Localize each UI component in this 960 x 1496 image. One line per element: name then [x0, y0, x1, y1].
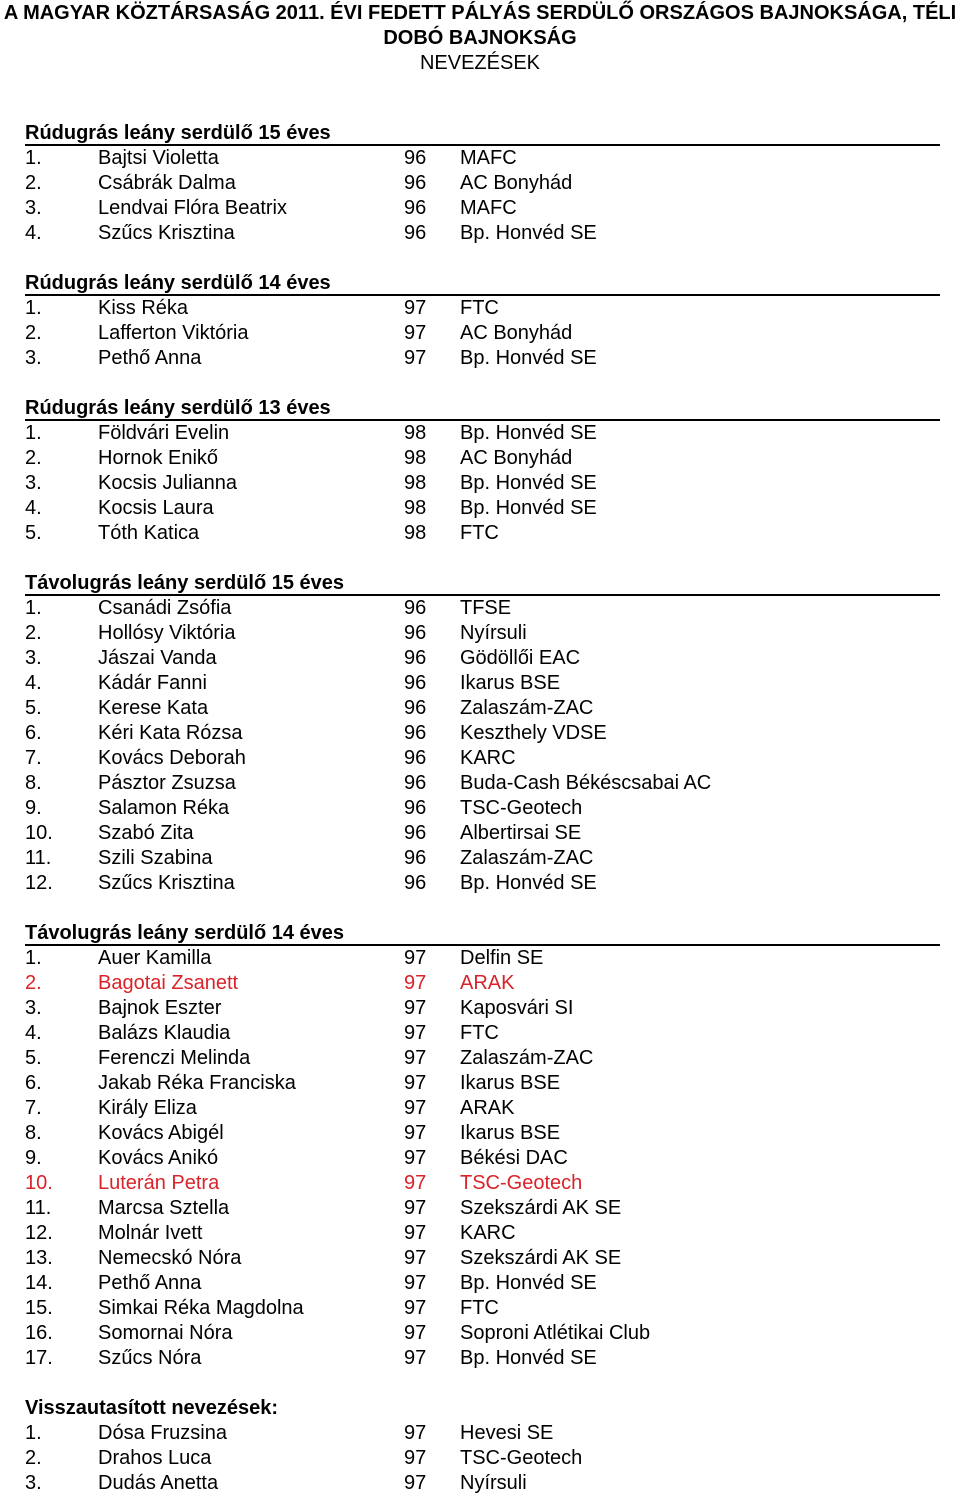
- entry-row: [25, 771, 940, 796]
- birth-year: 96: [404, 847, 427, 869]
- entry-rank: 11.: [25, 847, 52, 869]
- entry-rank: 9.: [25, 1147, 42, 1169]
- athlete-name: Kovács Abigél: [98, 1122, 224, 1144]
- birth-year: 97: [404, 1072, 427, 1094]
- event-section: [25, 921, 940, 1371]
- athlete-name: Somornai Nóra: [98, 1322, 233, 1344]
- birth-year: 97: [404, 322, 427, 344]
- athlete-name: Bagotai Zsanett: [98, 972, 239, 994]
- athlete-name: Drahos Luca: [98, 1447, 212, 1469]
- entry-rank: 4.: [25, 497, 42, 519]
- entry-row: [25, 1221, 940, 1246]
- entry-row: [25, 521, 940, 546]
- birth-year: 96: [404, 647, 427, 669]
- entry-row: [25, 1021, 940, 1046]
- entry-row: [25, 621, 940, 646]
- entry-row: [25, 1471, 940, 1496]
- club-name: Zalaszám-ZAC: [460, 847, 594, 869]
- document-heading-entries: NEVEZÉSEK: [419, 52, 541, 74]
- entries-list: [25, 121, 940, 1496]
- athlete-name: Kéri Kata Rózsa: [98, 722, 243, 744]
- entry-row: [25, 321, 940, 346]
- club-name: Szekszárdi AK SE: [460, 1197, 622, 1219]
- birth-year: 98: [404, 422, 427, 444]
- athlete-name: Szili Szabina: [98, 847, 213, 869]
- birth-year: 97: [404, 347, 427, 369]
- entry-row: [25, 721, 940, 746]
- entry-row: [25, 971, 940, 996]
- entry-rank: 1.: [25, 597, 42, 619]
- club-name: Bp. Honvéd SE: [460, 422, 597, 444]
- entry-row: [25, 996, 940, 1021]
- birth-year: 97: [404, 1022, 427, 1044]
- athlete-name: Lendvai Flóra Beatrix: [98, 197, 287, 219]
- entry-row: [25, 421, 940, 446]
- birth-year: 96: [404, 872, 427, 894]
- entry-rank: 10.: [25, 1172, 53, 1194]
- club-name: Bp. Honvéd SE: [460, 347, 597, 369]
- entry-rank: 4.: [25, 672, 42, 694]
- club-name: Keszthely VDSE: [460, 722, 607, 744]
- entry-rank: 3.: [25, 1472, 42, 1494]
- athlete-name: Bajtsi Violetta: [98, 147, 219, 169]
- club-name: Bp. Honvéd SE: [460, 1347, 597, 1369]
- birth-year: 97: [404, 1347, 427, 1369]
- entry-rank: 2.: [25, 972, 42, 994]
- entry-row: [25, 1196, 940, 1221]
- entry-row: [25, 1046, 940, 1071]
- entry-row: [25, 171, 940, 196]
- entry-rank: 2.: [25, 172, 42, 194]
- birth-year: 97: [404, 947, 427, 969]
- club-name: Ikarus BSE: [460, 1122, 561, 1144]
- birth-year: 97: [404, 1047, 427, 1069]
- entry-row: [25, 346, 940, 371]
- entry-rank: 1.: [25, 147, 42, 169]
- athlete-name: Balázs Klaudia: [98, 1022, 231, 1044]
- athlete-name: Szűcs Krisztina: [98, 872, 235, 894]
- athlete-name: Lafferton Viktória: [98, 322, 249, 344]
- club-name: Bp. Honvéd SE: [460, 472, 597, 494]
- athlete-name: Molnár Ivett: [98, 1222, 203, 1244]
- club-name: Nyírsuli: [460, 622, 527, 644]
- club-name: Bp. Honvéd SE: [460, 1272, 597, 1294]
- entry-rank: 16.: [25, 1322, 53, 1344]
- entry-row: [25, 146, 940, 171]
- birth-year: 98: [404, 447, 427, 469]
- club-name: AC Bonyhád: [460, 447, 573, 469]
- club-name: Soproni Atlétikai Club: [460, 1322, 651, 1344]
- entry-rank: 11.: [25, 1197, 52, 1219]
- birth-year: 97: [404, 1472, 427, 1494]
- section-title: Távolugrás leány serdülő 15 éves: [25, 571, 940, 596]
- athlete-name: Hollósy Viktória: [98, 622, 236, 644]
- section-title: Rúdugrás leány serdülő 14 éves: [25, 271, 940, 296]
- entry-rank: 1.: [25, 947, 42, 969]
- athlete-name: Hornok Enikő: [98, 447, 219, 469]
- athlete-name: Szabó Zita: [98, 822, 194, 844]
- entry-row: [25, 796, 940, 821]
- club-name: Bp. Honvéd SE: [460, 497, 597, 519]
- athlete-name: Kádár Fanni: [98, 672, 207, 694]
- athlete-name: Király Eliza: [98, 1097, 197, 1119]
- club-name: FTC: [460, 297, 499, 319]
- athlete-name: Salamon Réka: [98, 797, 230, 819]
- entry-rank: 1.: [25, 1422, 42, 1444]
- athlete-name: Kovács Deborah: [98, 747, 246, 769]
- entry-rank: 12.: [25, 1222, 53, 1244]
- entry-row: [25, 221, 940, 246]
- athlete-name: Jakab Réka Franciska: [98, 1072, 296, 1094]
- birth-year: 97: [404, 1222, 427, 1244]
- athlete-name: Bajnok Eszter: [98, 997, 222, 1019]
- birth-year: 96: [404, 622, 427, 644]
- club-name: TSC-Geotech: [460, 1172, 583, 1194]
- birth-year: 97: [404, 1422, 427, 1444]
- birth-year: 96: [404, 822, 427, 844]
- entry-row: [25, 1146, 940, 1171]
- athlete-name: Dudás Anetta: [98, 1472, 219, 1494]
- section-title: Rúdugrás leány serdülő 15 éves: [25, 121, 940, 146]
- entry-rank: 12.: [25, 872, 53, 894]
- section-title: Visszautasított nevezések:: [25, 1397, 279, 1419]
- birth-year: 96: [404, 672, 427, 694]
- club-name: TSC-Geotech: [460, 1447, 583, 1469]
- birth-year: 97: [404, 1447, 427, 1469]
- birth-year: 96: [404, 747, 427, 769]
- club-name: FTC: [460, 522, 499, 544]
- club-name: Ikarus BSE: [460, 1072, 561, 1094]
- club-name: AC Bonyhád: [460, 172, 573, 194]
- entry-rank: 2.: [25, 322, 42, 344]
- entry-row: [25, 1246, 940, 1271]
- entry-rank: 2.: [25, 622, 42, 644]
- entry-row: [25, 296, 940, 321]
- entry-row: [25, 496, 940, 521]
- entry-row: [25, 646, 940, 671]
- entry-row: [25, 821, 940, 846]
- athlete-name: Jászai Vanda: [98, 647, 217, 669]
- birth-year: 97: [404, 1322, 427, 1344]
- club-name: MAFC: [460, 197, 517, 219]
- entry-row: [25, 1171, 940, 1196]
- entry-rank: 8.: [25, 772, 42, 794]
- club-name: Gödöllői EAC: [460, 647, 581, 669]
- athlete-name: Pásztor Zsuzsa: [98, 772, 236, 794]
- club-name: Bp. Honvéd SE: [460, 222, 597, 244]
- athlete-name: Kocsis Laura: [98, 497, 214, 519]
- athlete-name: Pethő Anna: [98, 347, 202, 369]
- event-section: [25, 1396, 940, 1496]
- athlete-name: Kerese Kata: [98, 697, 209, 719]
- club-name: AC Bonyhád: [460, 322, 573, 344]
- entry-rank: 7.: [25, 747, 42, 769]
- birth-year: 96: [404, 222, 427, 244]
- birth-year: 97: [404, 1247, 427, 1269]
- birth-year: 97: [404, 1147, 427, 1169]
- section-title: Távolugrás leány serdülő 14 éves: [25, 921, 940, 946]
- club-name: TSC-Geotech: [460, 797, 583, 819]
- entry-row: [25, 1321, 940, 1346]
- entry-rank: 1.: [25, 422, 42, 444]
- entry-row: [25, 1421, 940, 1446]
- birth-year: 97: [404, 997, 427, 1019]
- birth-year: 96: [404, 797, 427, 819]
- entry-rank: 6.: [25, 1072, 42, 1094]
- entry-row: [25, 196, 940, 221]
- birth-year: 96: [404, 722, 427, 744]
- athlete-name: Kocsis Julianna: [98, 472, 237, 494]
- entry-rank: 5.: [25, 1047, 42, 1069]
- entry-rank: 3.: [25, 997, 42, 1019]
- birth-year: 96: [404, 197, 427, 219]
- birth-year: 97: [404, 297, 427, 319]
- entry-rank: 6.: [25, 722, 42, 744]
- entry-row: [25, 596, 940, 621]
- entry-row: [25, 696, 940, 721]
- athlete-name: Marcsa Sztella: [98, 1197, 230, 1219]
- birth-year: 96: [404, 172, 427, 194]
- entry-rank: 3.: [25, 197, 42, 219]
- birth-year: 97: [404, 1172, 427, 1194]
- entry-row: [25, 1071, 940, 1096]
- athlete-name: Kiss Réka: [98, 297, 189, 319]
- club-name: Bp. Honvéd SE: [460, 872, 597, 894]
- athlete-name: Tóth Katica: [98, 522, 200, 544]
- entry-rank: 13.: [25, 1247, 53, 1269]
- entry-rank: 9.: [25, 797, 42, 819]
- entry-row: [25, 446, 940, 471]
- birth-year: 96: [404, 147, 427, 169]
- entry-rank: 10.: [25, 822, 53, 844]
- entry-rank: 2.: [25, 447, 42, 469]
- section-title: Rúdugrás leány serdülő 13 éves: [25, 396, 940, 421]
- entry-row: [25, 1346, 940, 1371]
- entry-row: [25, 871, 940, 896]
- athlete-name: Pethő Anna: [98, 1272, 202, 1294]
- entry-row: [25, 1446, 940, 1471]
- entry-rank: 15.: [25, 1297, 53, 1319]
- club-name: KARC: [460, 747, 516, 769]
- entry-rank: 4.: [25, 222, 42, 244]
- birth-year: 97: [404, 1097, 427, 1119]
- birth-year: 98: [404, 472, 427, 494]
- birth-year: 96: [404, 772, 427, 794]
- event-section: [25, 271, 940, 371]
- club-name: Békési DAC: [460, 1147, 568, 1169]
- entry-rank: 17.: [25, 1347, 53, 1369]
- entry-rank: 5.: [25, 522, 42, 544]
- athlete-name: Földvári Evelin: [98, 422, 230, 444]
- entry-row: [25, 1296, 940, 1321]
- athlete-name: Csanádi Zsófia: [98, 597, 232, 619]
- birth-year: 98: [404, 497, 427, 519]
- entry-row: [25, 1271, 940, 1296]
- event-section: [25, 121, 940, 246]
- athlete-name: Nemecskó Nóra: [98, 1247, 242, 1269]
- event-section: [25, 396, 940, 546]
- athlete-name: Csábrák Dalma: [98, 172, 236, 194]
- club-name: FTC: [460, 1297, 499, 1319]
- club-name: MAFC: [460, 147, 517, 169]
- document-title: A MAGYAR KÖZTÁRSASÁG 2011. ÉVI FEDETT PÁLYÁS SERDÜLŐ ORSZÁGOS BAJNOKSÁGA, TÉLI: [3, 2, 957, 24]
- birth-year: 97: [404, 972, 427, 994]
- club-name: Hevesi SE: [460, 1422, 554, 1444]
- entry-rank: 14.: [25, 1272, 53, 1294]
- club-name: Albertirsai SE: [460, 822, 582, 844]
- club-name: ARAK: [460, 972, 515, 994]
- entry-rank: 2.: [25, 1447, 42, 1469]
- athlete-name: Szűcs Nóra: [98, 1347, 202, 1369]
- entry-row: [25, 946, 940, 971]
- entry-rank: 3.: [25, 472, 42, 494]
- club-name: Kaposvári SI: [460, 997, 574, 1019]
- athlete-name: Kovács Anikó: [98, 1147, 219, 1169]
- entry-rank: 7.: [25, 1097, 42, 1119]
- club-name: Szekszárdi AK SE: [460, 1247, 622, 1269]
- entry-rank: 5.: [25, 697, 42, 719]
- birth-year: 97: [404, 1297, 427, 1319]
- birth-year: 97: [404, 1122, 427, 1144]
- club-name: Zalaszám-ZAC: [460, 1047, 594, 1069]
- entry-row: [25, 1096, 940, 1121]
- club-name: Delfin SE: [460, 947, 544, 969]
- club-name: FTC: [460, 1022, 499, 1044]
- entry-row: [25, 671, 940, 696]
- birth-year: 97: [404, 1272, 427, 1294]
- entry-rank: 3.: [25, 347, 42, 369]
- club-name: Zalaszám-ZAC: [460, 697, 594, 719]
- athlete-name: Ferenczi Melinda: [98, 1047, 251, 1069]
- athlete-name: Simkai Réka Magdolna: [98, 1297, 304, 1319]
- club-name: ARAK: [460, 1097, 515, 1119]
- entry-row: [25, 746, 940, 771]
- birth-year: 98: [404, 522, 427, 544]
- birth-year: 96: [404, 597, 427, 619]
- club-name: TFSE: [460, 597, 512, 619]
- entry-row: [25, 1121, 940, 1146]
- club-name: Ikarus BSE: [460, 672, 561, 694]
- athlete-name: Szűcs Krisztina: [98, 222, 235, 244]
- document-subtitle: DOBÓ BAJNOKSÁG: [383, 27, 577, 49]
- event-section: [25, 571, 940, 896]
- entry-rank: 3.: [25, 647, 42, 669]
- birth-year: 96: [404, 697, 427, 719]
- document-header: [0, 0, 960, 76]
- club-name: Nyírsuli: [460, 1472, 527, 1494]
- club-name: KARC: [460, 1222, 516, 1244]
- entry-row: [25, 846, 940, 871]
- entry-row: [25, 471, 940, 496]
- birth-year: 97: [404, 1197, 427, 1219]
- athlete-name: Dósa Fruzsina: [98, 1422, 227, 1444]
- athlete-name: Auer Kamilla: [98, 947, 212, 969]
- club-name: Buda-Cash Békéscsabai AC: [460, 772, 712, 794]
- entry-rank: 8.: [25, 1122, 42, 1144]
- entry-rank: 4.: [25, 1022, 42, 1044]
- entry-rank: 1.: [25, 297, 42, 319]
- athlete-name: Luterán Petra: [98, 1172, 220, 1194]
